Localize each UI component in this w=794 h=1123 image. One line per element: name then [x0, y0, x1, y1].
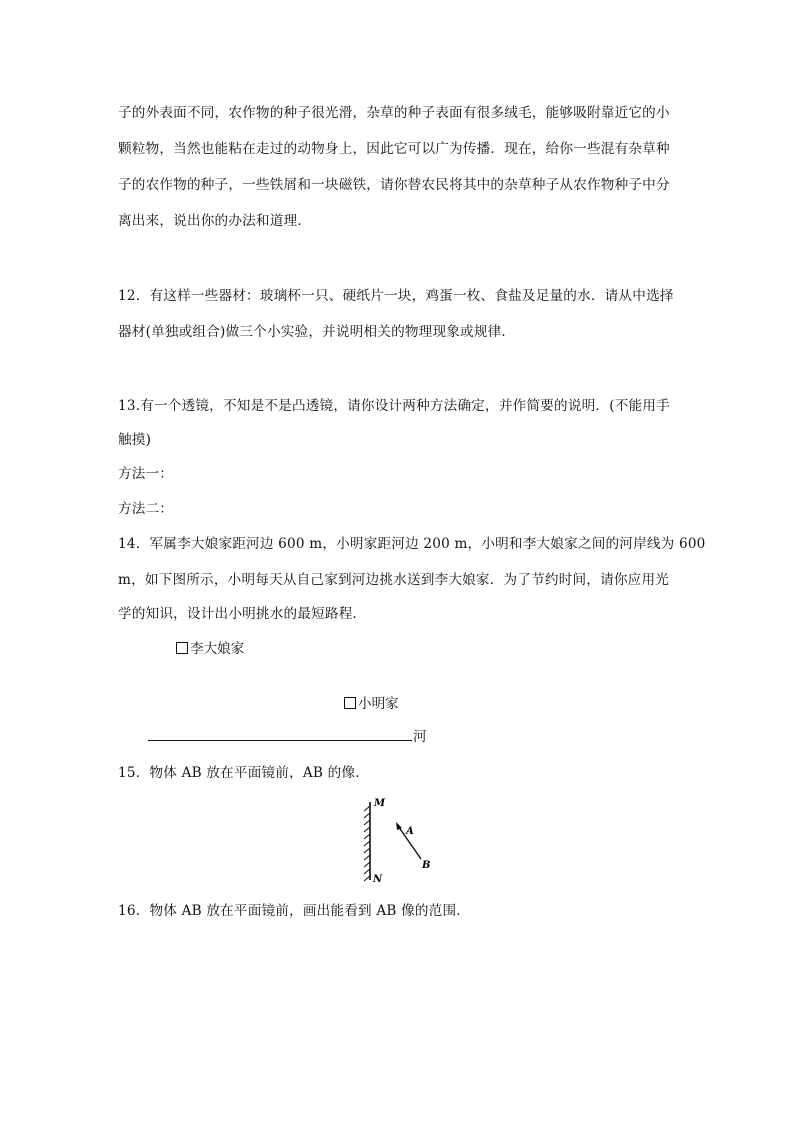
q11-text-line-3: 子的农作物的种子，一些铁屑和一块磁铁，请你替农民将其中的杂草种子从农作物种子中分 — [118, 177, 670, 193]
label-a: A — [406, 826, 414, 837]
q12-text-line-2: 器材(单独或组合)做三个小实验，并说明相关的物理现象或规律． — [118, 324, 516, 340]
square-icon — [344, 697, 356, 709]
mirror-figure — [358, 796, 438, 892]
q13-text-line-1: 13.有一个透镜，不知是不是凸透镜，请你设计两种方法确定，并作简要的说明．(不能用手 — [118, 398, 670, 414]
label-n: N — [373, 874, 383, 885]
q11-text-line-2: 颗粒物，当然也能粘在走过的动物身上，因此它可以广为传播．现在，给你一些混有杂草种 — [118, 141, 670, 157]
river-bank-line — [148, 740, 412, 741]
q15-text: 15．物体 AB 放在平面镜前，AB 的像． — [118, 765, 369, 781]
q12-text-line-1: 12．有这样一些器材：玻璃杯一只、硬纸片一块，鸡蛋一枚、食盐及足量的水．请从中选择 — [118, 288, 674, 304]
q14-text-line-1: 14．军属李大娘家距河边 600 m，小明家距河边 200 m，小明和李大娘家之间的河岸线为 600 — [118, 536, 706, 552]
q13-method-2: 方法二： — [118, 501, 174, 517]
q13-method-1: 方法一： — [118, 466, 174, 482]
li-house-label: 李大娘家 — [190, 641, 245, 657]
arrow-head-icon — [396, 822, 402, 830]
q14-text-line-2: m，如下图所示，小明每天从自己家到河边挑水送到李大娘家．为了节约时间，请你应用光 — [118, 572, 670, 588]
river-label: 河 — [413, 729, 427, 745]
q16-text: 16．物体 AB 放在平面镜前，画出能看到 AB 像的范围． — [118, 903, 471, 919]
q11-text-line-4: 离出来，说出你的办法和道理． — [118, 213, 312, 229]
mirror-hatching — [364, 806, 370, 881]
label-m: M — [374, 798, 386, 809]
label-b: B — [422, 860, 431, 871]
q11-text-line-1: 子的外表面不同，农作物的种子很光滑，杂草的种子表面有很多绒毛，能够吸附靠近它的小 — [118, 105, 670, 121]
li-house-marker — [176, 640, 244, 658]
q13-text-line-2: 触摸) — [118, 432, 152, 448]
q14-text-line-3: 学的知识，设计出小明挑水的最短路程． — [118, 606, 367, 622]
square-icon — [176, 642, 188, 654]
xiaoming-house-marker — [344, 695, 399, 713]
xiaoming-house-label: 小明家 — [358, 696, 399, 712]
